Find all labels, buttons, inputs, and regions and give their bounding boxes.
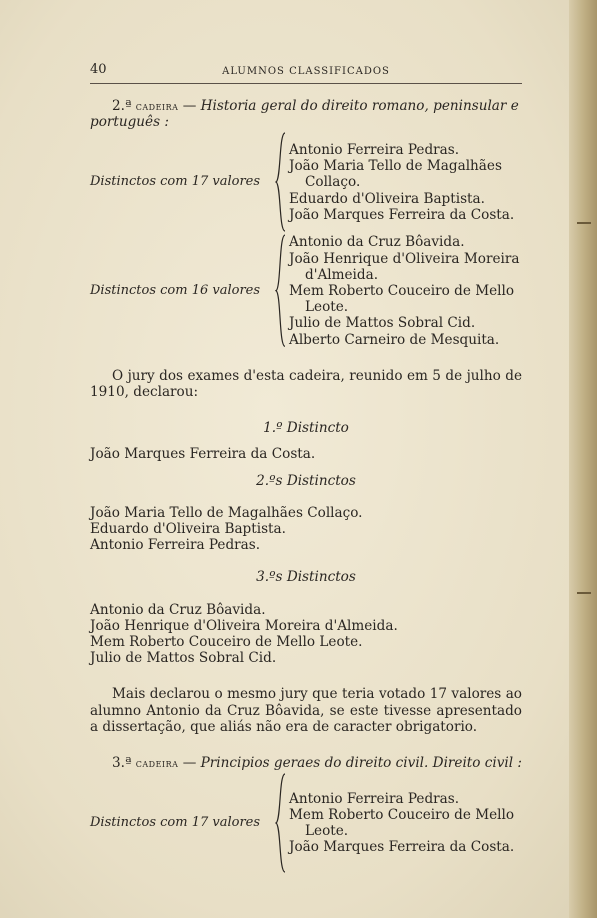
group-16-valores — [90, 234, 522, 347]
edge-mark — [577, 592, 591, 594]
first-distinct-list — [90, 446, 522, 462]
running-head: ALUMNOS CLASSIFICADOS — [222, 66, 390, 77]
list-item: Antonio Ferreira Pedras. — [289, 790, 460, 807]
list-item: Eduardo d'Oliveira Baptista. — [90, 521, 286, 538]
group-17-valores-section-3 — [90, 773, 522, 873]
name-list — [287, 142, 522, 223]
third-distinct-list — [90, 602, 522, 667]
list-item: João Maria Tello de Magalhães Collaço. — [289, 158, 502, 191]
section-2-subject: Historia geral do direito romano, peninsular e português : — [90, 98, 519, 131]
list-item: João Henrique d'Oliveira Moreira d'Almeida. — [289, 250, 520, 283]
closing-paragraph: Mais declarou o mesmo jury que teria votado 17 valores ao alumno Antonio da Cruz Bôavida, se este tivesse apresentado a dissertação, que aliás não era de caracter obrigatorio. — [90, 686, 522, 735]
list-item: João Marques Ferreira da Costa. — [289, 206, 515, 223]
list-item: Alberto Carneiro de Mesquita. — [289, 331, 500, 348]
group-17-valores — [90, 132, 522, 232]
group-label: Distinctos com 17 valores — [90, 815, 261, 831]
section-3-subject: Principios geraes do direito civil. Direito civil : — [200, 755, 523, 772]
second-distinct-heading: 2.ºs Distinctos — [256, 472, 356, 489]
name-list — [287, 791, 522, 856]
page-number: 40 — [90, 62, 107, 77]
brace-icon — [275, 234, 287, 347]
list-item: João Maria Tello de Magalhães Collaço. — [90, 504, 363, 521]
page-edge — [569, 0, 597, 918]
section-2-heading: 2.ª cadeira — Historia geral do direito romano, peninsular e português : — [90, 98, 519, 131]
name-list — [287, 234, 522, 347]
section-3-heading: 3.ª cadeira — Principios geraes do direito civil. Direito civil : — [112, 755, 523, 772]
header-rule — [90, 83, 522, 84]
brace-icon — [275, 773, 287, 873]
list-item: Mem Roberto Couceiro de Mello Leote. — [289, 807, 515, 840]
edge-mark — [577, 222, 591, 224]
list-item: Antonio da Cruz Bôavida. — [289, 234, 465, 251]
group-label: Distinctos com 17 valores — [90, 174, 261, 190]
list-item: João Henrique d'Oliveira Moreira d'Almeida. — [90, 617, 398, 634]
list-item: Mem Roberto Couceiro de Mello Leote. — [90, 634, 363, 651]
first-distinct-heading: 1.º Distincto — [263, 420, 349, 437]
group-label: Distinctos com 16 valores — [90, 283, 261, 299]
list-item: Antonio Ferreira Pedras. — [289, 141, 460, 158]
list-item: Antonio Ferreira Pedras. — [90, 537, 261, 554]
page-header — [90, 62, 522, 82]
list-item: João Marques Ferreira da Costa. — [289, 839, 515, 856]
list-item: Julio de Mattos Sobral Cid. — [289, 315, 476, 332]
brace-icon — [275, 132, 287, 232]
third-distinct-heading: 3.ºs Distinctos — [256, 569, 356, 586]
second-distinct-list — [90, 505, 522, 554]
list-item: Eduardo d'Oliveira Baptista. — [289, 190, 485, 207]
list-item: Mem Roberto Couceiro de Mello Leote. — [289, 283, 515, 316]
page-body — [90, 98, 522, 873]
jury-paragraph: O jury dos exames d'esta cadeira, reunido em 5 de julho de 1910, declarou: — [90, 367, 522, 401]
list-item: Antonio da Cruz Bôavida. — [90, 601, 266, 618]
list-item: João Marques Ferreira da Costa. — [90, 446, 316, 463]
list-item: Julio de Mattos Sobral Cid. — [90, 650, 277, 667]
